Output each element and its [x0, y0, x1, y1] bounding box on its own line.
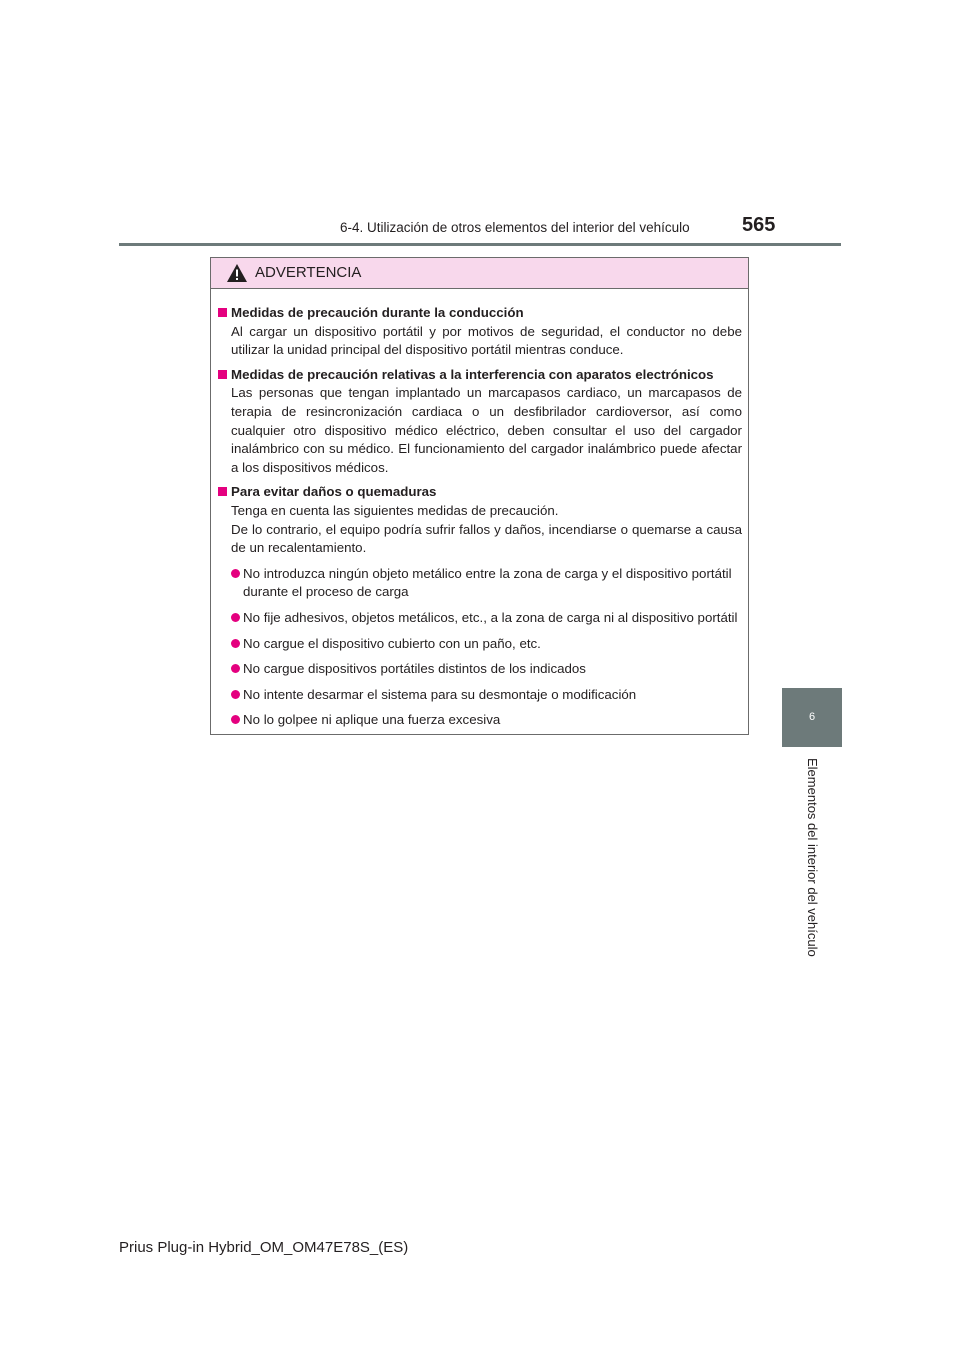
footer-document-id: Prius Plug-in Hybrid_OM_OM47E78S_(ES) [119, 1239, 409, 1256]
section-text: Las personas que tengan implantado un marcapasos cardiaco, un marcapasos de terapia de resincronización cardiaca o un desfibrilador cardioversor, así como cualquier otro dispositivo médico eléctrico, deben consultar el uso del cargador inalámbrico con su médico. El funcionamiento del cargador inalámbrico puede afectar a los dispositivos médicos. [231, 385, 742, 475]
list-item [217, 686, 742, 705]
list-item [217, 609, 742, 628]
list-item-text: No intente desarmar el sistema para su desmontaje o modificación [243, 686, 637, 702]
header-section-title: 6-4. Utilización de otros elementos del interior del vehículo [340, 220, 690, 235]
section-text: De lo contrario, el equipo podría sufrir fallos y daños, incendiarse o quemarse a causa de un recalentamiento. [231, 521, 742, 556]
list-item [217, 565, 742, 602]
round-bullet-icon [231, 613, 240, 622]
list-item-text: No fije adhesivos, objetos metálicos, etc., a la zona de carga ni al dispositivo portátil [243, 609, 738, 625]
list-item-text: No cargue dispositivos portátiles distintos de los indicados [243, 661, 586, 677]
list-item-text: No introduzca ningún objeto metálico entre la zona de carga y el dispositivo portátil durante el proceso de carga [243, 565, 732, 600]
round-bullet-icon [231, 569, 240, 578]
warning-triangle-icon [226, 263, 248, 283]
section-title [217, 304, 742, 323]
square-bullet-icon [218, 487, 227, 496]
round-bullet-icon [231, 639, 240, 648]
section-text: Tenga en cuenta las siguientes medidas de precaución. [231, 502, 559, 518]
square-bullet-icon [218, 370, 227, 379]
list-item [217, 660, 742, 679]
warning-box [210, 257, 749, 735]
warning-body [211, 289, 748, 730]
round-bullet-icon [231, 715, 240, 724]
section-title [217, 366, 742, 385]
section-title-text: Medidas de precaución relativas a la interferencia con aparatos electrónicos [231, 366, 714, 382]
list-item-text: No cargue el dispositivo cubierto con un paño, etc. [243, 635, 541, 651]
header-rule [119, 243, 841, 246]
round-bullet-icon [231, 690, 240, 699]
list-item [217, 711, 742, 730]
section-title [217, 483, 742, 502]
chapter-tab [782, 688, 842, 747]
warning-header [211, 258, 748, 289]
list-item [217, 635, 742, 654]
section-title-text: Medidas de precaución durante la conducción [231, 305, 524, 320]
section-text: Al cargar un dispositivo portátil y por motivos de seguridad, el conductor no debe utilizar la unidad principal del dispositivo portátil mientras conduce. [231, 323, 742, 358]
chapter-side-label: Elementos del interior del vehículo [805, 758, 820, 957]
round-bullet-icon [231, 664, 240, 673]
list-item-text: No lo golpee ni aplique una fuerza excesiva [243, 712, 501, 728]
section-title-text: Para evitar daños o quemaduras [231, 484, 437, 500]
chapter-number: 6 [808, 711, 816, 723]
square-bullet-icon [218, 308, 227, 317]
page-number: 565 [742, 214, 776, 236]
warning-title: ADVERTENCIA [255, 264, 362, 281]
